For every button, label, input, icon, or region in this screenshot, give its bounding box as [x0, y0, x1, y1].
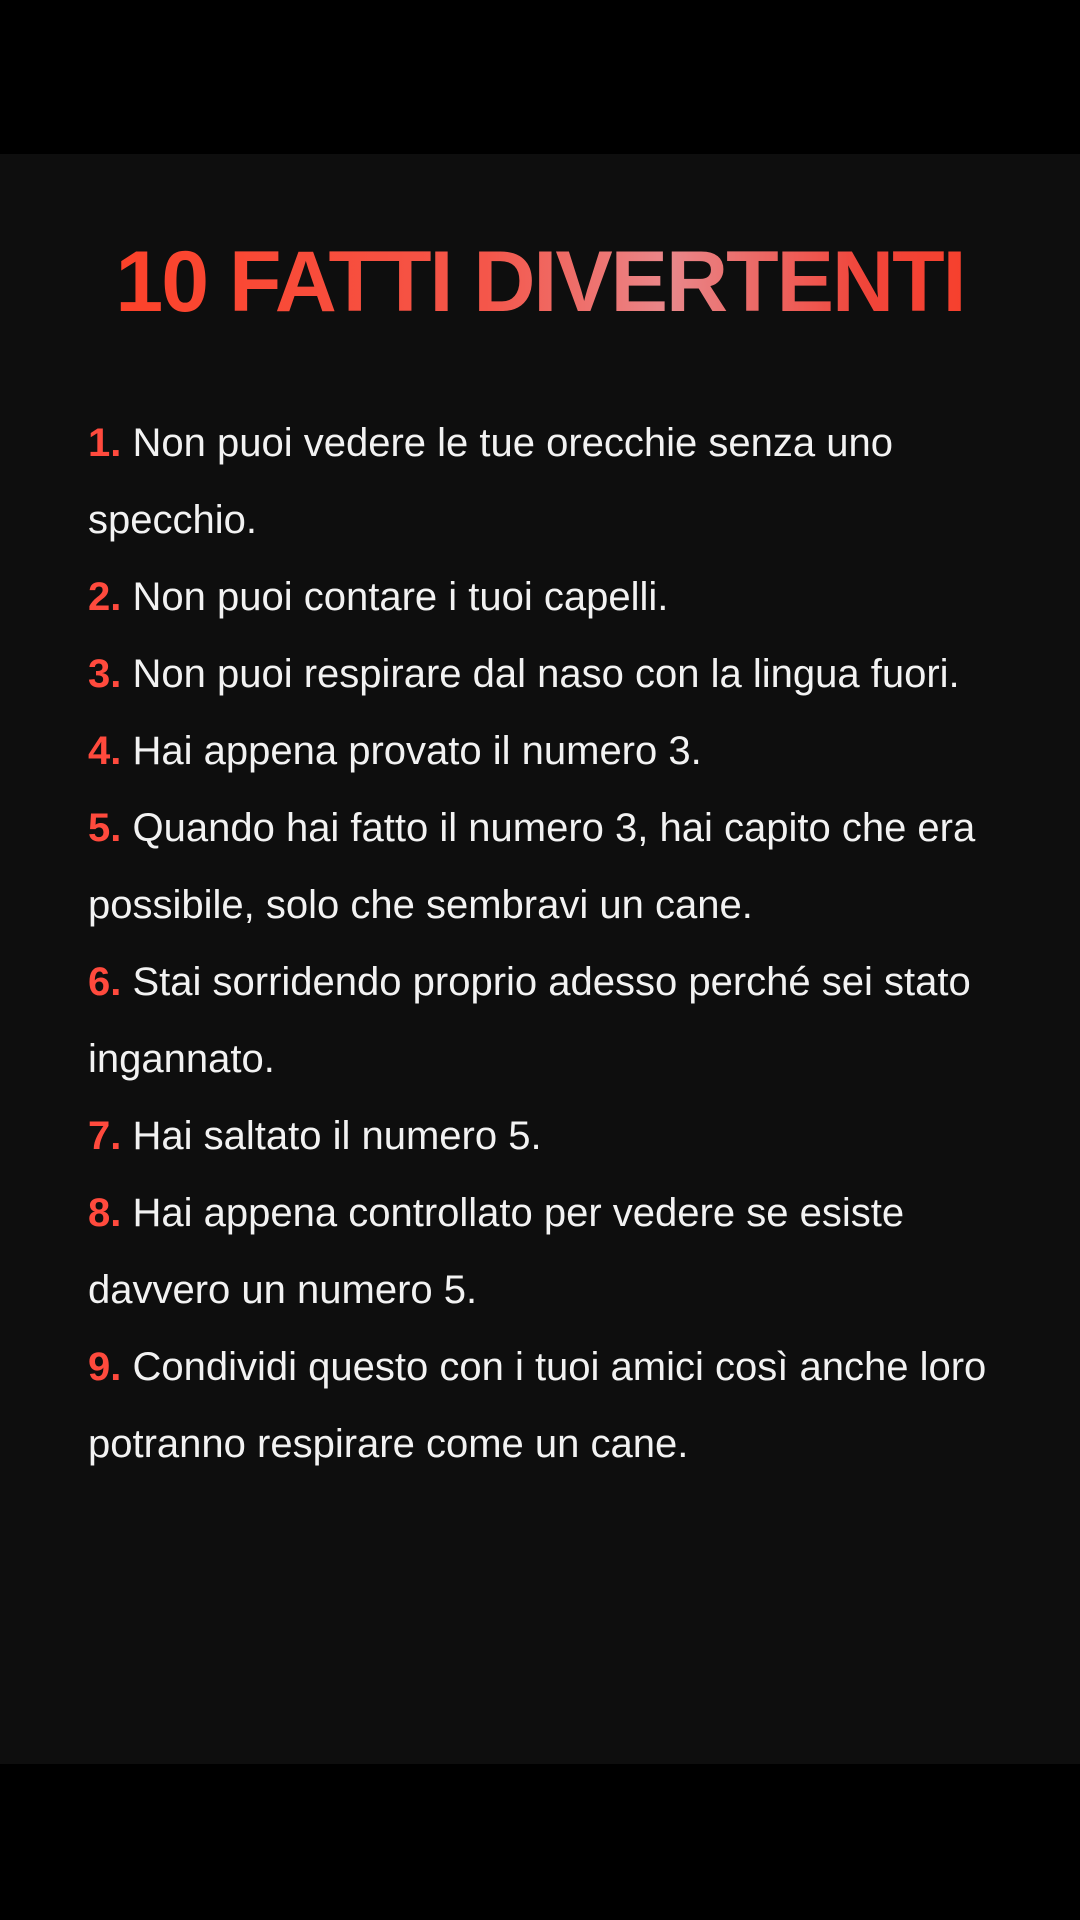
fact-number: 6. — [88, 960, 122, 1004]
fact-text: Hai appena provato il numero 3. — [132, 729, 702, 773]
fact-number: 4. — [88, 729, 122, 773]
fact-text: Hai appena controllato per vedere se esiste davvero un numero 5. — [88, 1191, 905, 1312]
fact-number: 2. — [88, 575, 122, 619]
fact-item-8 — [88, 1175, 998, 1329]
fact-item-5 — [88, 790, 998, 944]
fact-text: Condividi questo con i tuoi amici così anche loro potranno respirare come un cane. — [88, 1345, 987, 1466]
fact-text: Stai sorridendo proprio adesso perché sei stato ingannato. — [88, 960, 971, 1081]
fact-number: 7. — [88, 1114, 122, 1158]
fact-text: Non puoi vedere le tue orecchie senza uno specchio. — [88, 421, 893, 542]
fact-number: 8. — [88, 1191, 122, 1235]
page-title: 10 FATTI DIVERTENTI — [0, 232, 1080, 332]
fact-text: Non puoi contare i tuoi capelli. — [132, 575, 669, 619]
fact-number: 3. — [88, 652, 122, 696]
fact-number: 9. — [88, 1345, 122, 1389]
fact-text: Non puoi respirare dal naso con la lingua fuori. — [132, 652, 960, 696]
fact-text: Quando hai fatto il numero 3, hai capito che era possibile, solo che sembravi un cane. — [88, 806, 976, 927]
fact-item-2 — [88, 559, 998, 636]
fact-item-1 — [88, 405, 998, 559]
fact-item-6 — [88, 944, 998, 1098]
fact-item-7 — [88, 1098, 998, 1175]
fact-number: 5. — [88, 806, 122, 850]
fact-item-4 — [88, 713, 998, 790]
fact-number: 1. — [88, 421, 122, 465]
fact-text: Hai saltato il numero 5. — [132, 1114, 542, 1158]
fact-item-9 — [88, 1329, 998, 1483]
facts-list — [88, 405, 998, 1483]
fact-item-3 — [88, 636, 998, 713]
